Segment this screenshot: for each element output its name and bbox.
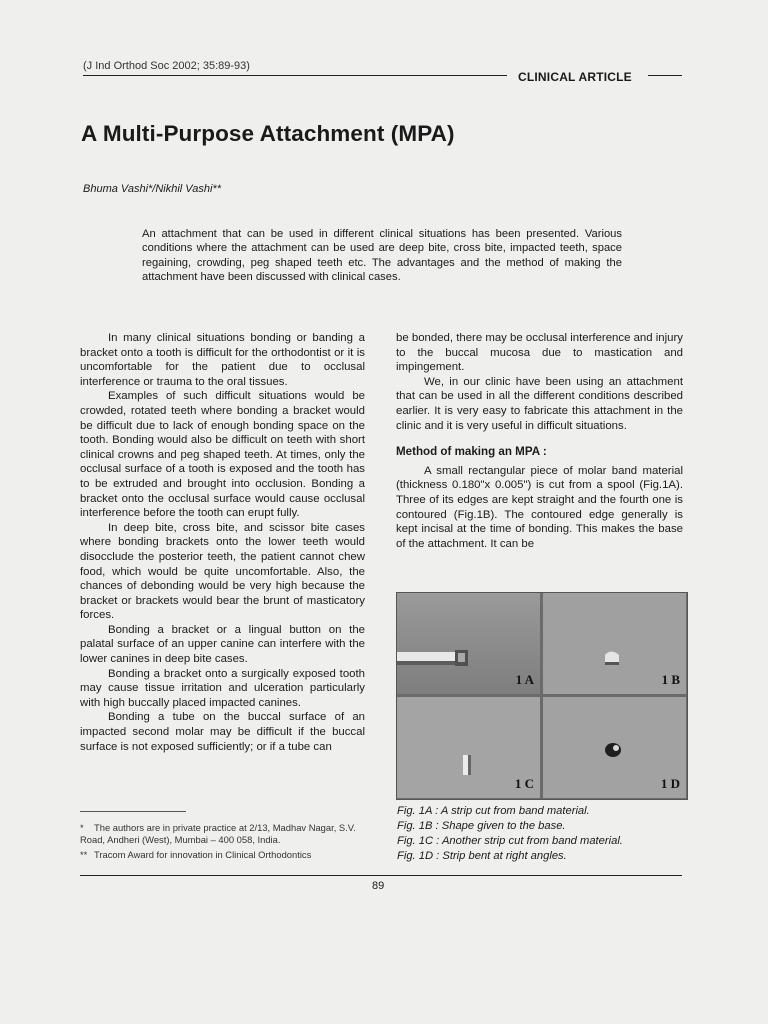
author-line: Bhuma Vashi*/Nikhil Vashi**	[83, 183, 221, 195]
footnote-mark: **	[80, 849, 88, 860]
footnote-affiliation	[80, 822, 370, 846]
body-paragraph: In deep bite, cross bite, and scissor bite cases where bonding brackets onto the lower teeth would disocclude the posterior teeth, the patient cannot chew food, which would be quite uncomfortable. Also, the chances of debonding would be very high because the bracket or brackets would bear the brunt of masticatory forces.	[80, 521, 365, 622]
panel-label: 1 D	[660, 776, 680, 791]
abstract: An attachment that can be used in different clinical situations has been presented. Various conditions where the attachment can be used are deep bite, cross bite, impacted teeth, space regaining, crowding, peg shaped teeth etc. The advantages and the method of making the attachment have been discussed with clinical cases.	[142, 228, 622, 283]
figure-caption: Fig. 1C : Another strip cut from band material.	[397, 835, 623, 847]
body-column-left	[80, 331, 365, 754]
photo-panel-1b	[543, 593, 686, 694]
journal-citation: (J Ind Orthod Soc 2002; 35:89-93)	[83, 60, 250, 72]
footnote-text: Tracom Award for innovation in Clinical Orthodontics	[94, 849, 312, 860]
footnote-text: The authors are in private practice at 2/13, Madhav Nagar, S.V. Road, Andheri (West), Mumbai – 400 058, India.	[80, 822, 356, 845]
panel-label: 1 C	[514, 776, 534, 791]
body-paragraph: Bonding a tube on the buccal surface of an impacted second molar may be difficult if the buccal surface is not exposed sufficiently; or if a tube can	[80, 711, 365, 753]
photo-panel-1a	[397, 593, 540, 694]
figure-caption: Fig. 1B : Shape given to the base.	[397, 820, 566, 832]
figure-caption: Fig. 1A : A strip cut from band material.	[397, 805, 590, 817]
photo-panel-1d	[543, 697, 686, 798]
page-number: 89	[372, 880, 385, 892]
header-rule-right	[648, 75, 682, 76]
figure-captions	[397, 804, 623, 864]
figure-caption: Fig. 1D : Strip bent at right angles.	[397, 850, 567, 862]
body-paragraph: A small rectangular piece of molar band material (thickness 0.180"x 0.005") is cut from a spool (Fig.1A). Three of its edges are kept straight and the fourth one is contoured (Fig.1B). The contoured edge generally is kept incisal at the time of bonding. This makes the base of the attachment. It can be	[396, 464, 683, 550]
header-rule-left	[83, 75, 507, 76]
body-paragraph: We, in our clinic have been using an attachment that can be used in all the different conditions described earlier. It is very easy to fabricate this attachment in the clinic and it is very useful in difficult situations.	[396, 375, 683, 432]
body-paragraph: Examples of such difficult situations would be crowded, rotated teeth where bonding a bracket would be difficult due to lack of enough bonding space on the tooth. Bonding would also be difficult on teeth with short clinical crowns and peg shaped teeth. At times, only the occlusal surface of a tooth is exposed and the tooth has to be extruded and brought into occlusion. Bonding a bracket onto the occlusal surface would cause occlusal interference before the tooth can erupt fully.	[80, 390, 365, 520]
body-paragraph-continued: be bonded, there may be occlusal interference and injury to the buccal mucosa due to mastication and impingement.	[396, 332, 683, 374]
section-subheading: Method of making an MPA :	[396, 445, 547, 459]
footnote-mark: *	[80, 822, 84, 833]
panel-label: 1 A	[515, 672, 534, 687]
section-label: CLINICAL ARTICLE	[518, 70, 632, 84]
footnote-rule	[80, 811, 186, 812]
photo-panel-1c	[397, 697, 540, 798]
body-paragraph: Bonding a bracket or a lingual button on the palatal surface of an upper canine can interfere with the lower canines in deep bite cases.	[80, 623, 365, 666]
footnote-award	[80, 849, 370, 861]
figure-1-photo-grid	[396, 592, 688, 800]
body-paragraph: In many clinical situations bonding or banding a bracket onto a tooth is difficult for the orthodontist or it is uncomfortable for the patient due to occlusal interference or trauma to the oral tissues.	[80, 332, 365, 388]
panel-label: 1 B	[661, 672, 680, 687]
body-paragraph: Bonding a bracket onto a surgically exposed tooth may cause tissue irritation and ulceration particularly with high buccally placed impacted canines.	[80, 667, 365, 709]
body-column-right	[396, 331, 683, 551]
footer-rule	[80, 875, 682, 876]
article-title: A Multi-Purpose Attachment (MPA)	[81, 121, 455, 146]
